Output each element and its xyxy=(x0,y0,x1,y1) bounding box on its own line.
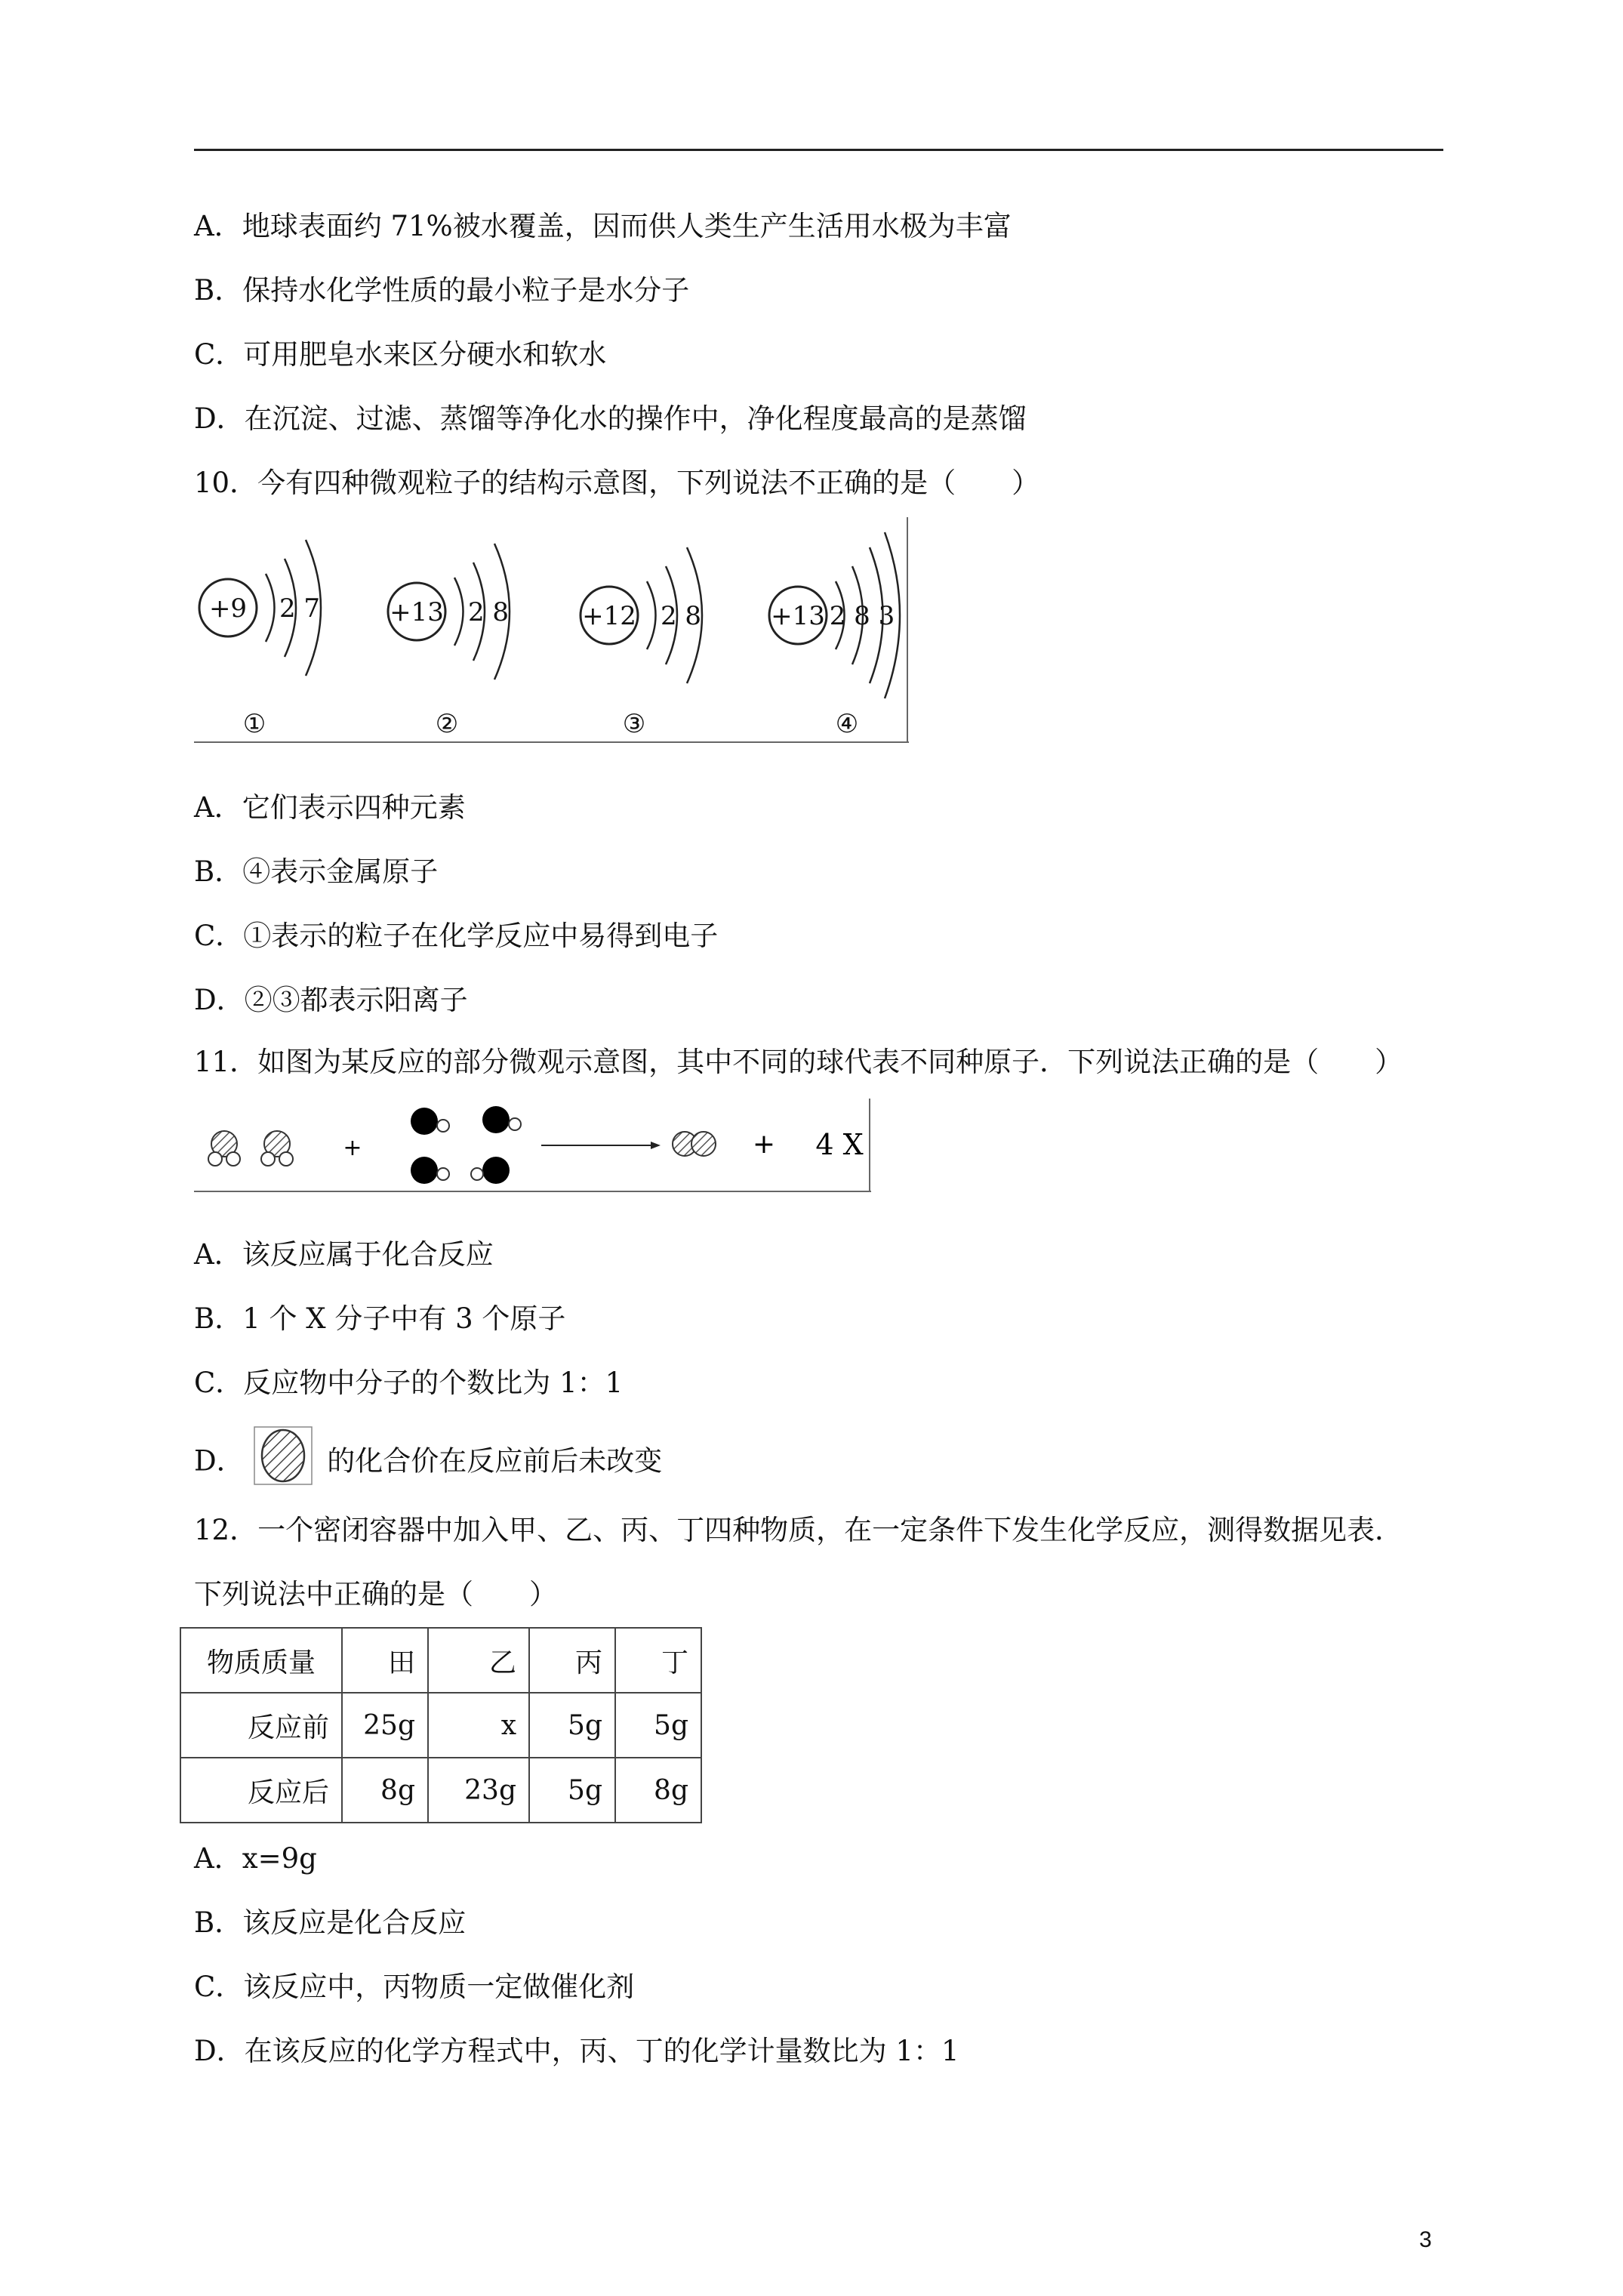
table-header-cell: 物质质量 xyxy=(180,1628,342,1693)
table-cell: 25g xyxy=(342,1693,428,1758)
table-cell: 5g xyxy=(529,1693,615,1758)
table-cell: 23g xyxy=(428,1758,529,1823)
product-molecule-hatched xyxy=(673,1132,716,1156)
particle-1-label: ① xyxy=(242,709,266,739)
table-cell: x xyxy=(428,1693,529,1758)
q11-option-d-text: 的化合价在反应前后未改变 xyxy=(327,1444,663,1478)
particle-1-nucleus: +9 xyxy=(208,593,248,624)
q10-option-c: C．①表示的粒子在化学反应中易得到电子 xyxy=(194,920,719,952)
table-cell: 反应前 xyxy=(180,1693,342,1758)
mass-data-table xyxy=(180,1627,702,1823)
q10-option-a: A．它们表示四种元素 xyxy=(194,791,466,824)
particle-4-electrons: 2 8 3 xyxy=(829,601,895,631)
table-header-cell: 丙 xyxy=(529,1628,615,1693)
table-header-cell: 乙 xyxy=(428,1628,529,1693)
page-number: 3 xyxy=(1419,2227,1432,2252)
q10-option-b: B．④表示金属原子 xyxy=(194,855,439,888)
table-cell: 5g xyxy=(529,1758,615,1823)
table-row xyxy=(180,1758,701,1823)
q11-option-d-prefix: D． xyxy=(194,1444,245,1478)
particle-4-diagram xyxy=(769,532,900,739)
particle-4-nucleus: +13 xyxy=(771,601,825,631)
table-header-cell: 丁 xyxy=(615,1628,701,1693)
header-rule xyxy=(194,149,1443,151)
table-cell: 8g xyxy=(342,1758,428,1823)
q11-stem: 11．如图为某反应的部分微观示意图，其中不同的球代表不同种原子．下列说法正确的是（ ） xyxy=(194,1046,1403,1078)
q12-stem-line2: 下列说法中正确的是（ ） xyxy=(194,1578,557,1610)
q11-option-a: A．该反应属于化合反应 xyxy=(194,1238,494,1271)
reaction-plus-1: + xyxy=(343,1135,362,1161)
particle-3-label: ③ xyxy=(622,709,646,739)
q9-option-b: B．保持水化学性质的最小粒子是水分子 xyxy=(194,274,690,307)
atomic-structure-figure xyxy=(194,517,911,744)
q9-option-d: D．在沉淀、过滤、蒸馏等净化水的操作中，净化程度最高的是蒸馏 xyxy=(194,402,1027,435)
table-header-cell: 田 xyxy=(342,1628,428,1693)
particle-3-electrons: 2 8 xyxy=(660,601,702,631)
q12-stem-line1: 12．一个密闭容器中加入甲、乙、丙、丁四种物质，在一定条件下发生化学反应，测得数据见表． xyxy=(194,1514,1403,1546)
q12-option-d: D．在该反应的化学方程式中，丙、丁的化学计量数比为 1：1 xyxy=(194,2035,959,2067)
q12-option-a: A．x=9g xyxy=(194,1842,317,1875)
particle-2-label: ② xyxy=(435,709,459,739)
particle-4-label: ④ xyxy=(835,709,859,739)
table-row xyxy=(180,1693,701,1758)
particle-1-electrons: 2 7 xyxy=(279,593,321,624)
particle-2-diagram xyxy=(388,544,510,739)
q9-option-a: A．地球表面约 71%被水覆盖，因而供人类生产生活用水极为丰富 xyxy=(194,210,1012,242)
reactant-molecule-hatched-2 xyxy=(261,1131,293,1166)
q11-option-d xyxy=(194,1441,662,1486)
table-cell: 5g xyxy=(615,1693,701,1758)
particle-1-diagram xyxy=(199,540,321,739)
q10-stem: 10．今有四种微观粒子的结构示意图，下列说法不正确的是（ ） xyxy=(194,467,1040,499)
reaction-arrow xyxy=(541,1142,661,1149)
table-header-row xyxy=(180,1628,701,1693)
q11-option-b: B．1 个 X 分子中有 3 个原子 xyxy=(194,1302,566,1335)
hatched-atom-icon xyxy=(253,1425,313,1486)
q12-option-c: C．该反应中，丙物质一定做催化剂 xyxy=(194,1971,635,2003)
q12-option-b: B．该反应是化合反应 xyxy=(194,1906,467,1939)
particle-3-nucleus: +12 xyxy=(582,601,636,631)
table-cell: 反应后 xyxy=(180,1758,342,1823)
reaction-plus-2: + xyxy=(752,1129,776,1160)
product-x-label: 4 X xyxy=(815,1128,864,1161)
particle-2-electrons: 2 8 xyxy=(467,597,510,627)
reactant-molecules-black xyxy=(411,1106,521,1184)
particle-3-diagram xyxy=(581,547,702,739)
q10-option-d: D．②③都表示阳离子 xyxy=(194,984,468,1016)
particle-2-nucleus: +13 xyxy=(390,597,444,627)
table-cell: 8g xyxy=(615,1758,701,1823)
reactant-molecule-hatched-1 xyxy=(208,1131,240,1166)
q9-option-c: C．可用肥皂水来区分硬水和软水 xyxy=(194,338,607,371)
reaction-microscopic-figure xyxy=(194,1099,873,1193)
q11-option-c: C．反应物中分子的个数比为 1：1 xyxy=(194,1367,624,1399)
